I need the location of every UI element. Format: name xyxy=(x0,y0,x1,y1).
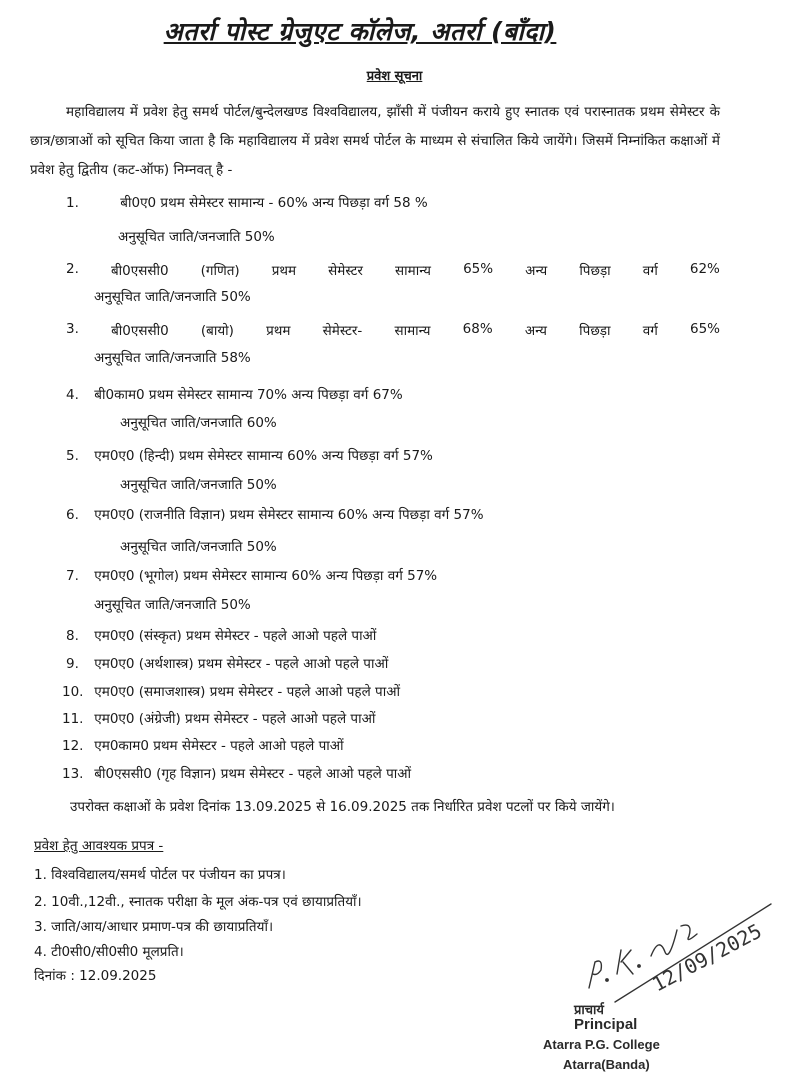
course-text-part: अन्य xyxy=(525,263,548,279)
course-text: बी0एससी0 (गृह विज्ञान) प्रथम सेमेस्टर - पहले आओ पहले पाओं xyxy=(94,766,412,782)
course-sc-st-cutoff: अनुसूचित जाति/जनजाति 50% xyxy=(120,539,277,555)
course-sc-st-cutoff: अनुसूचित जाति/जनजाति 58% xyxy=(94,350,251,366)
required-document-item: 1. विश्वविद्यालय/समर्थ पोर्टल पर पंजीयन का प्रपत्र। xyxy=(34,867,286,883)
course-item xyxy=(66,654,388,672)
stamp-designation-hindi: प्राचार्य xyxy=(574,1002,604,1017)
college-title: अतर्रा पोस्ट ग्रेजुएट कॉलेज, अतर्रा (बाँदा) xyxy=(163,17,557,46)
course-text-part: 62% xyxy=(689,261,720,277)
course-text-part: सामान्य xyxy=(394,323,431,339)
course-item xyxy=(66,193,428,211)
handwritten-date: 12/09/2025 xyxy=(648,918,766,997)
course-text-part: 68% xyxy=(462,321,493,337)
course-text: एम0काम0 प्रथम सेमेस्टर - पहले आओ पहले पाओं xyxy=(94,738,344,754)
course-text-part: बी0एससी0 xyxy=(110,263,169,279)
course-text-part: प्रथम xyxy=(271,263,297,279)
course-text-part: 65% xyxy=(463,261,494,277)
course-number: 3. xyxy=(66,321,79,337)
course-text: एम0ए0 (हिन्दी) प्रथम सेमेस्टर सामान्य 60% अन्य पिछड़ा वर्ग 57% xyxy=(94,448,433,464)
course-item xyxy=(66,566,437,584)
course-sc-st-cutoff: अनुसूचित जाति/जनजाति 50% xyxy=(118,229,275,245)
course-number: 12. xyxy=(62,738,84,754)
course-text: बी0ए0 प्रथम सेमेस्टर सामान्य - 60% अन्य पिछड़ा वर्ग 58 % xyxy=(120,195,428,211)
required-document-item: 2. 10वी.,12वी., स्नातक परीक्षा के मूल अंक-पत्र एवं छायाप्रतियाँ। xyxy=(34,894,362,910)
course-number: 8. xyxy=(66,628,79,644)
course-text: एम0ए0 (अर्थशास्त्र) प्रथम सेमेस्टर - पहले आओ पहले पाओं xyxy=(94,656,389,672)
course-number: 9. xyxy=(66,656,79,672)
course-item xyxy=(62,736,344,754)
course-number: 10. xyxy=(62,684,84,700)
course-number: 6. xyxy=(66,507,79,523)
course-text: एम0ए0 (राजनीति विज्ञान) प्रथम सेमेस्टर सामान्य 60% अन्य पिछड़ा वर्ग 57% xyxy=(94,507,484,523)
course-text-part: सामान्य xyxy=(395,263,432,279)
required-documents-heading: प्रवेश हेतु आवश्यक प्रपत्र - xyxy=(34,838,164,854)
required-document-item: 3. जाति/आय/आधार प्रमाण-पत्र की छायाप्रतियाँ। xyxy=(34,919,274,935)
course-item xyxy=(66,321,720,339)
course-text: एम0ए0 (अंग्रेजी) प्रथम सेमेस्टर - पहले आओ पहले पाओं xyxy=(94,711,376,727)
course-number: 13. xyxy=(62,766,84,782)
course-text-part: प्रथम xyxy=(266,323,291,339)
course-text-part: पिछड़ा xyxy=(579,323,611,339)
course-text-part: (बायो) xyxy=(200,323,234,339)
course-number: 1. xyxy=(66,195,79,211)
stamp-designation: Principal xyxy=(574,1016,638,1033)
course-item xyxy=(62,764,411,782)
course-text-part: अन्य xyxy=(524,323,547,339)
course-number: 7. xyxy=(66,568,79,584)
course-number: 11. xyxy=(62,711,84,727)
course-text-part: सेमेस्टर- xyxy=(322,323,363,339)
course-item xyxy=(62,682,400,700)
course-text-part: वर्ग xyxy=(642,323,658,339)
course-item xyxy=(62,709,375,727)
intro-paragraph: महाविद्यालय में प्रवेश हेतु समर्थ पोर्टल/बुन्देलखण्ड विश्वविद्यालय, झाँसी में पंजीयन कराये हुए स्नातक एवं परास्नातक प्रथम सेमेस्टर के छात्र/छात्राओं को सूचित किया जाता है कि महाविद्यालय में प्रवेश समर्थ पोर्टल के माध्यम से संचालित किये जायेंगे। जिसमें निम्नांकित कक्षाओं में प्रवेश हेतु द्वितीय (कट-ऑफ) निम्नवत् है - xyxy=(30,104,720,178)
course-item xyxy=(66,505,484,523)
course-number: 4. xyxy=(66,387,79,403)
course-sc-st-cutoff: अनुसूचित जाति/जनजाति 60% xyxy=(120,415,277,431)
course-sc-st-cutoff: अनुसूचित जाति/जनजाति 50% xyxy=(94,289,251,305)
admission-dates-paragraph: उपरोक्त कक्षाओं के प्रवेश दिनांक 13.09.2025 से 16.09.2025 तक निर्धारित प्रवेश पटलों पर किये जायेंगे। xyxy=(70,799,615,815)
course-text-part: 65% xyxy=(689,321,720,337)
course-text-part: सेमेस्टर xyxy=(328,263,363,279)
course-number: 2. xyxy=(66,261,79,277)
course-item xyxy=(66,261,720,279)
course-text-part: वर्ग xyxy=(642,263,658,279)
principal-signature xyxy=(585,900,785,1010)
course-item xyxy=(66,446,433,464)
course-number: 5. xyxy=(66,448,79,464)
stamp-location: Atarra(Banda) xyxy=(563,1057,650,1072)
course-item xyxy=(66,385,403,403)
course-text-part: बी0एससी0 xyxy=(111,323,169,339)
course-text-part: (गणित) xyxy=(200,263,240,279)
course-sc-st-cutoff: अनुसूचित जाति/जनजाति 50% xyxy=(94,597,251,613)
course-item xyxy=(66,626,376,644)
notice-heading: प्रवेश सूचना xyxy=(366,69,423,84)
course-text: एम0ए0 (भूगोल) प्रथम सेमेस्टर सामान्य 60% अन्य पिछड़ा वर्ग 57% xyxy=(94,568,438,584)
stamp-college-name: Atarra P.G. College xyxy=(543,1037,660,1052)
notice-date: दिनांक : 12.09.2025 xyxy=(34,968,157,984)
course-text: एम0ए0 (संस्कृत) प्रथम सेमेस्टर - पहले आओ पहले पाओं xyxy=(94,628,377,644)
course-sc-st-cutoff: अनुसूचित जाति/जनजाति 50% xyxy=(120,477,277,493)
course-text-part: पिछड़ा xyxy=(579,263,611,279)
required-document-item: 4. टी0सी0/सी0सी0 मूलप्रति। xyxy=(34,944,184,960)
course-text: बी0काम0 प्रथम सेमेस्टर सामान्य 70% अन्य पिछड़ा वर्ग 67% xyxy=(94,387,403,403)
course-text: एम0ए0 (समाजशास्त्र) प्रथम सेमेस्टर - पहले आओ पहले पाओं xyxy=(94,684,401,700)
